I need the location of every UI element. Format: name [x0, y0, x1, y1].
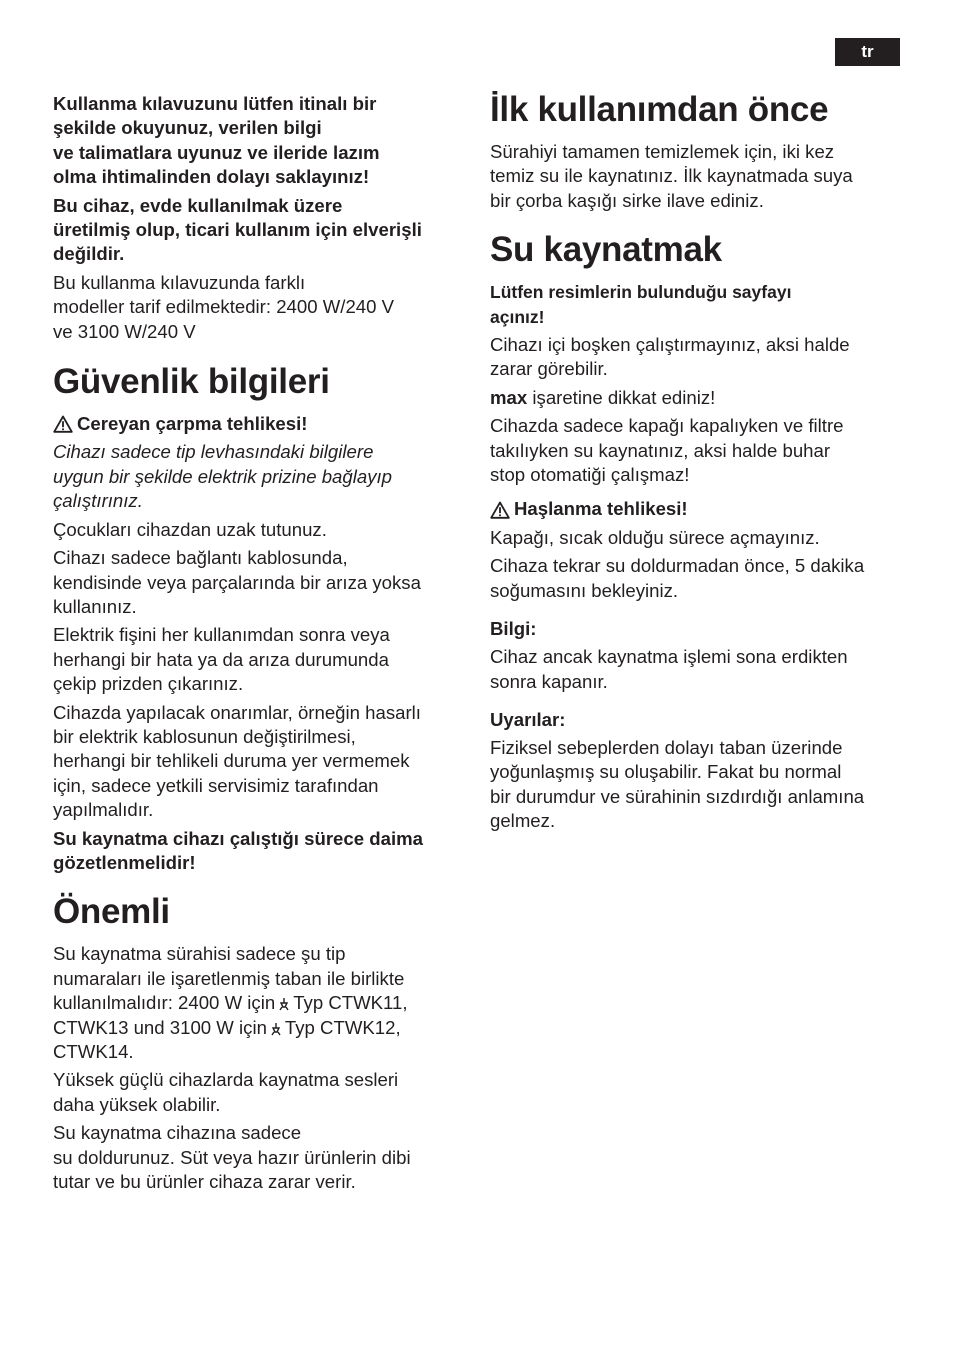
safety-plug-text: Elektrik fişini her kullanımdan sonra veya herhangi bir hata ya da arıza durumunda çekip prizden çıkarınız. [53, 624, 390, 695]
important-base-text [53, 942, 468, 1064]
language-tab: tr [835, 38, 900, 66]
right-column [490, 92, 910, 838]
empty-warning-text: Cihazı içi boşken çalıştırmayınız, aksi halde zarar görebilir. [490, 334, 850, 380]
household-use-notice: Bu cihaz, evde kullanılmak üzere üretilmiş olup, ticari kullanım için elverişli değildir. [53, 194, 422, 265]
info-text: Cihaz ancak kaynatma işlemi sona erdikten sonra kapanır. [490, 646, 848, 692]
cooling-text: Cihaza tekrar su doldurmadan önce, 5 dakika soğumasını bekleyiniz. [490, 555, 865, 601]
lid-hot-text: Kapağı, sıcak olduğu sürece açmayınız. [490, 526, 820, 548]
important-water-only-text: Su kaynatma cihazına sadece su doldurunuz. Süt veya hazır ürünlerin dibi tutar ve bu ürünler cihaza zarar verir. [53, 1122, 411, 1193]
lid-filter-text: Cihazda sadece kapağı kapalıyken ve filtre takılıyken su kaynatınız, aksi halde buhar stop otomatiği çalışmaz! [490, 415, 844, 486]
base-text-part-2: Typ CTWK11, CTWK13 und 3100 W için [53, 992, 408, 1038]
safety-cable-text: Cihazı sadece bağlantı kablosunda, kendisinde veya parçalarında bir arıza yoksa kullanınız. [53, 547, 421, 617]
important-heading: Önemli [53, 892, 170, 932]
max-mark-text [490, 386, 910, 410]
plug-icon [278, 997, 290, 1011]
electric-shock-warning [53, 412, 468, 436]
safety-rating-plate-text: Cihazı sadece tip levhasındaki bilgilere uygun bir şekilde elektrik prizine bağlayıp çalıştırınız. [53, 441, 392, 512]
first-use-text: Sürahiyi tamamen temizlemek için, iki kez temiz su ile kaynatınız. İlk kaynatmada suya bir çorba kaşığı sirke ilave ediniz. [490, 141, 853, 211]
safety-heading: Güvenlik bilgileri [53, 362, 330, 402]
safety-supervise-text: Su kaynatma cihazı çalıştığı sürece daima gözetlenmelidir! [53, 827, 423, 873]
safety-repairs-text: Cihazda yapılacak onarımlar, örneğin hasarlı bir elektrik kablosunun değiştirilmesi, herhangi bir tehlikeli duruma yer vermemek için, sadece yetkili servisimiz tarafından yapılmalıdır. [53, 701, 421, 821]
warning-triangle-icon [53, 415, 73, 433]
plug-icon [270, 1022, 282, 1036]
intro-notice: Kullanma kılavuzunu lütfen itinalı bir şekilde okuyunuz, verilen bilgi ve talimatlara uyunuz ve ileride lazım olma ihtimalinden dolayı saklayınız! [53, 93, 380, 188]
base-text-part-3: Typ CTWK12, CTWK14. [53, 1016, 401, 1062]
notes-text: Fiziksel sebeplerden dolayı taban üzerinde yoğunlaşmış su oluşabilir. Fakat bu normal bir durumdur ve sürahinin sızdırdığı anlamına gelmez. [490, 736, 865, 832]
warning-label: Cereyan çarpma tehlikesi! [77, 413, 308, 435]
important-noise-text: Yüksek güçlü cihazlarda kaynatma sesleri daha yüksek olabilir. [53, 1069, 399, 1115]
info-heading: Bilgi: [490, 618, 537, 640]
first-use-heading: İlk kullanımdan önce [490, 90, 829, 129]
max-label: max [490, 386, 528, 408]
safety-children-text: Çocukları cihazdan uzak tutunuz. [53, 518, 327, 540]
scald-warning-label: Haşlanma tehlikesi! [514, 498, 688, 520]
notes-heading: Uyarılar: [490, 708, 566, 730]
boiling-heading: Su kaynatmak [490, 230, 722, 270]
max-rest: işaretine dikkat ediniz! [527, 386, 716, 408]
left-column [53, 92, 468, 1198]
models-notice: Bu kullanma kılavuzunda farklı modeller tarif edilmektedir: 2400 W/240 V ve 3100 W/240 V [53, 271, 395, 342]
warning-triangle-icon [490, 501, 510, 519]
base-text-part-1: Su kaynatma sürahisi sadece şu tip numaraları ile işaretlenmiş taban ile birlikte kullanılmalıdır: 2400 W için [53, 943, 405, 1014]
see-pictures-notice: Lütfen resimlerin bulunduğu sayfayı açınız! [490, 282, 792, 327]
scald-warning [490, 497, 910, 521]
